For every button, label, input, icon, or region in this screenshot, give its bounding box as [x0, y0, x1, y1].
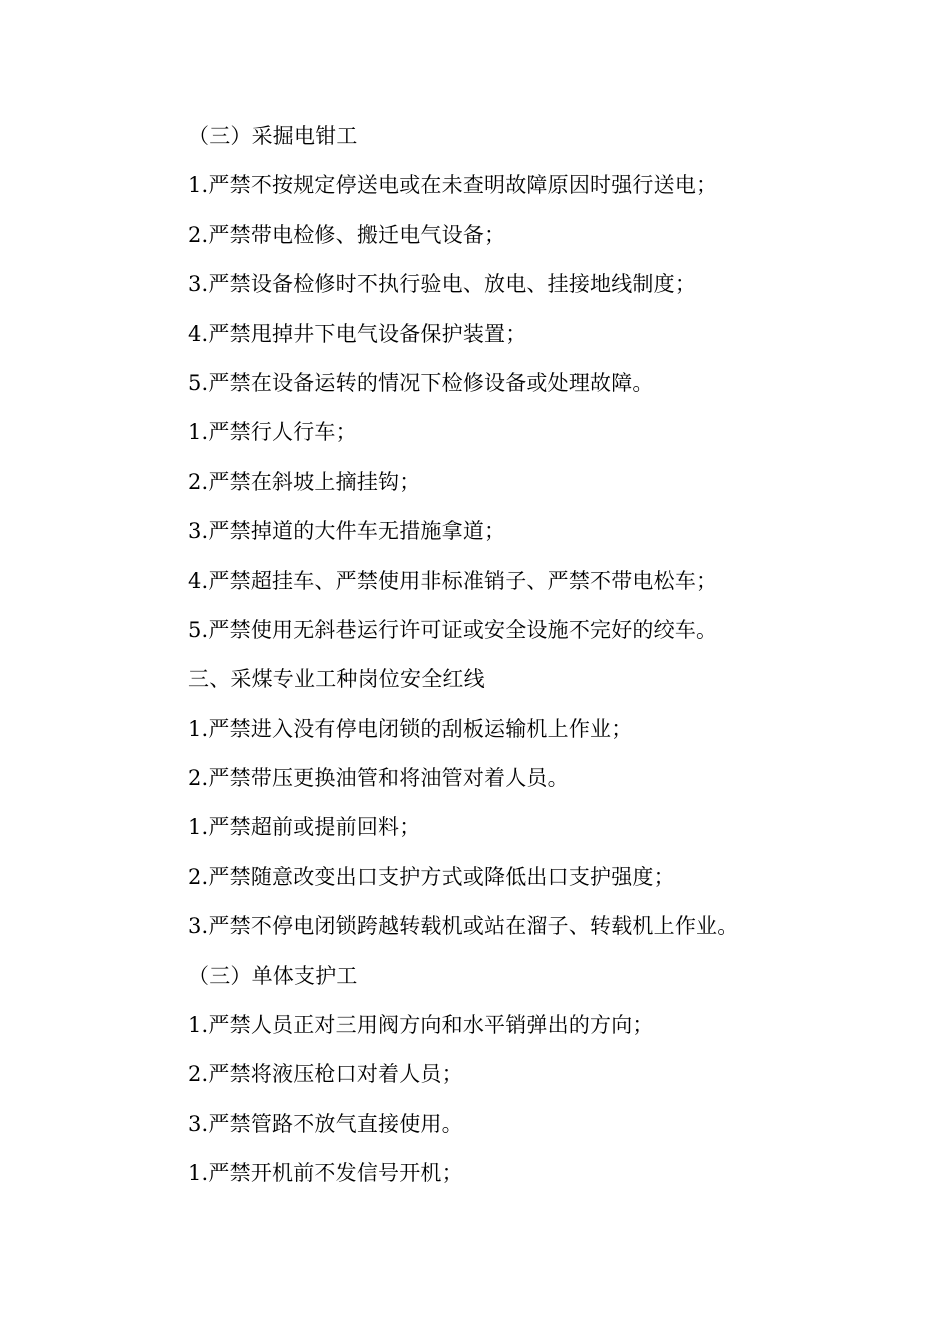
- rule-item: 2.严禁随意改变出口支护方式或降低出口支护强度；: [188, 864, 675, 889]
- rule-item: 3.严禁设备检修时不执行验电、放电、挂接地线制度；: [188, 272, 697, 297]
- rule-item: 1.严禁不按规定停送电或在未查明故障原因时强行送电；: [188, 173, 718, 198]
- rule-item: 5.严禁在设备运转的情况下检修设备或处理故障。: [188, 370, 654, 395]
- rule-item: 1.严禁人员正对三用阀方向和水平销弹出的方向；: [188, 1013, 654, 1038]
- rule-item: 4.严禁超挂车、严禁使用非标准销子、严禁不带电松车；: [188, 568, 718, 593]
- rule-item: 1.严禁进入没有停电闭锁的刮板运输机上作业；: [188, 716, 633, 741]
- rule-item: 5.严禁使用无斜巷运行许可证或安全设施不完好的绞车。: [188, 617, 718, 642]
- document-body: [188, 116, 888, 1203]
- rule-item: 1.严禁超前或提前回料；: [188, 815, 421, 840]
- rule-item: 2.严禁将液压枪口对着人员；: [188, 1062, 463, 1087]
- section-heading: （三）单体支护工: [188, 963, 358, 988]
- rule-item: 3.严禁不停电闭锁跨越转载机或站在溜子、转载机上作业。: [188, 914, 739, 939]
- rule-item: 2.严禁在斜坡上摘挂钩；: [188, 469, 421, 494]
- rule-item: 2.严禁带压更换油管和将油管对着人员。: [188, 766, 569, 791]
- rule-item: 1.严禁开机前不发信号开机；: [188, 1161, 463, 1186]
- rule-item: 4.严禁甩掉井下电气设备保护装置；: [188, 321, 527, 346]
- rule-item: 3.严禁掉道的大件车无措施拿道；: [188, 519, 506, 544]
- section-heading: 三、采煤专业工种岗位安全红线: [188, 667, 485, 692]
- rule-item: 2.严禁带电检修、搬迁电气设备；: [188, 222, 506, 247]
- rule-item: 1.严禁行人行车；: [188, 420, 357, 445]
- section-heading: （三）采掘电钳工: [188, 124, 358, 148]
- rule-item: 3.严禁管路不放气直接使用。: [188, 1111, 463, 1136]
